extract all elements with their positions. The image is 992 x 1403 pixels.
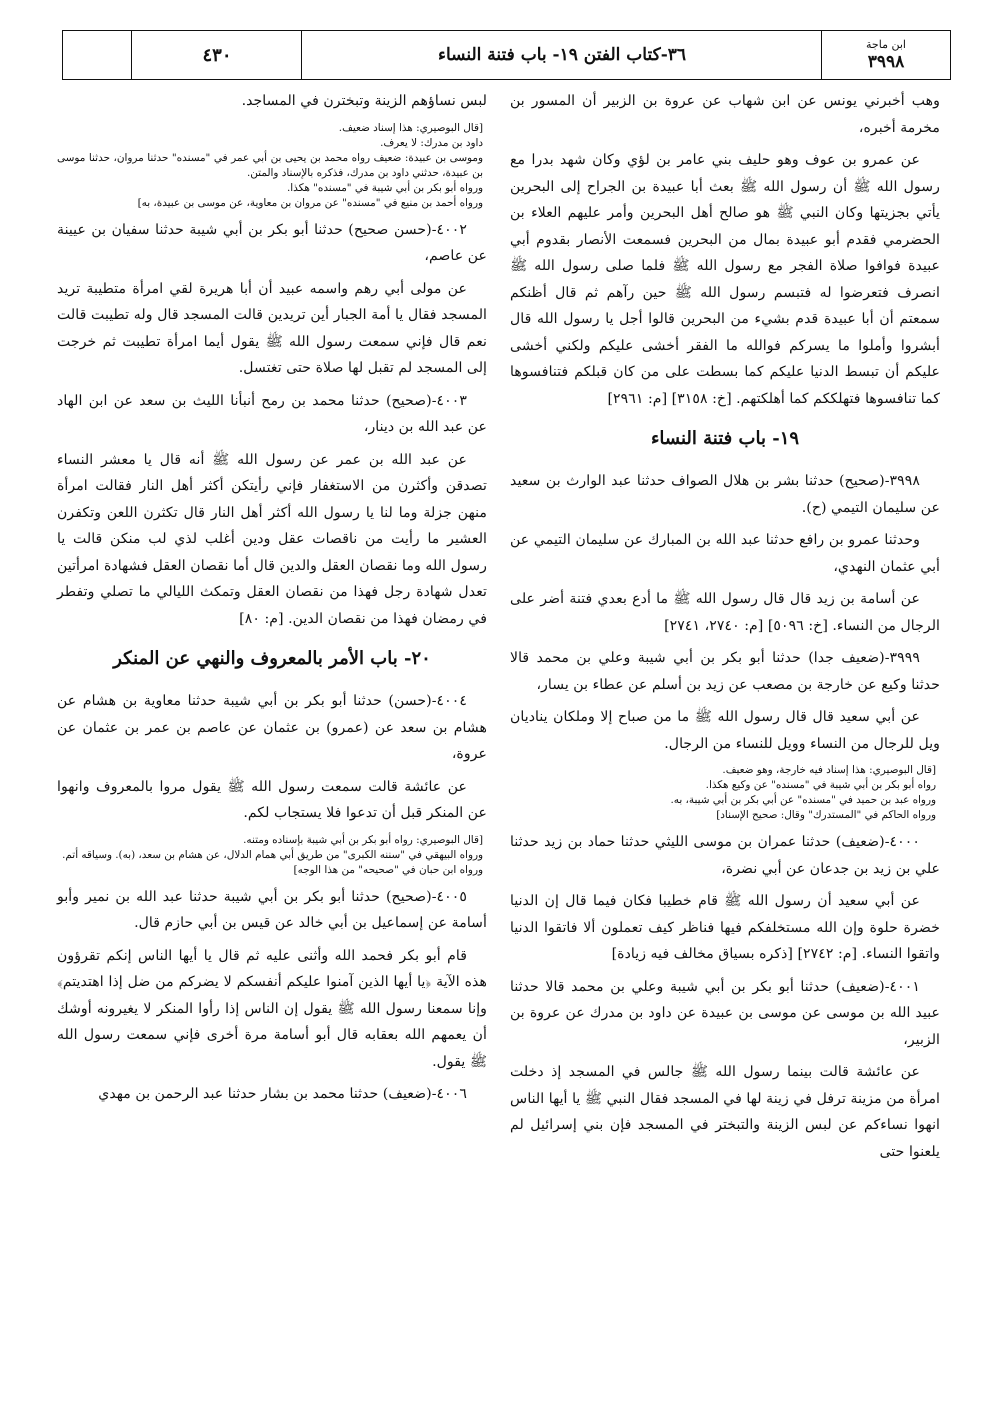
- chapter-heading: ١٩- باب فتنة النساء: [650, 428, 800, 449]
- hadith-4004-matn: عن عائشة قالت سمعت رسول الله ﷺ يقول مروا بالمعروف وانهوا عن المنكر قبل أن تدعوا فلا يستجاب لكم.: [57, 778, 487, 821]
- hadith-3998-isnad-2: وحدثنا عمرو بن رافع حدثنا عبد الله بن المبارك عن سليمان التيمي عن أبي عثمان النهدي،: [510, 532, 940, 575]
- footnote-block: [57, 121, 487, 211]
- hadith-4005-isnad: ٤٠٠٥-(صحيح) حدثنا أبو بكر بن أبي شيبة حدثنا عبد الله بن نمير وأبو أسامة عن إسماعيل بن أبي خالد عن قيس بن أبي حازم قال.: [57, 888, 487, 931]
- hadith-4004-isnad: ٤٠٠٤-(حسن) حدثنا أبو بكر بن أبي شيبة حدثنا معاوية بن هشام عن هشام بن سعد عن (عمرو) بن عثمان عن عاصم بن عمر بن عثمان عن عروة،: [57, 693, 487, 762]
- footnote: ورواه ابن حبان في "صحيحه" من هذا الوجه]: [293, 863, 483, 876]
- footnote: ورواه أحمد بن منيع في "مسنده" عن مروان بن معاوية، عن موسى بن عبيدة، به]: [137, 196, 483, 209]
- header-empty-cell: [65, 31, 132, 79]
- footnote: داود بن مدرك: لا يعرف.: [380, 136, 483, 149]
- hadith-4000-isnad: ٤٠٠٠-(ضعيف) حدثنا عمران بن موسى الليثي حدثنا حماد بن زيد حدثنا علي بن زيد بن جدعان عن أبي نضرة،: [510, 834, 940, 877]
- footnote: وموسى بن عبيدة: ضعيف رواه محمد بن يحيى بن أبي عمر في "مسنده" حدثنا مروان، حدثنا موسى بن عبيدة، حدثني داود بن مدرك، فذكره بالإسناد والمتن.: [57, 151, 483, 179]
- header-title: ٣٦-كتاب الفتن ١٩- باب فتنة النساء: [301, 31, 822, 79]
- footnote: رواه أبو بكر بن أبي شيبة في "مسنده" عن وكيع هكذا.: [705, 779, 936, 791]
- hadith-4000-matn: عن أبي سعيد أن رسول الله ﷺ قام خطيبا فكان فيما قال إن الدنيا خضرة حلوة وإن الله مستخلفكم فيها فناظر كيف تعملون ألا فاتقوا الدنيا واتقوا النساء. [م: ٢٧٤٢] [ذكره بسياق مخالف فيه زيادة]: [510, 893, 940, 962]
- footnote-block: [57, 833, 487, 878]
- paragraph: عن عمرو بن عوف وهو حليف بني عامر بن لؤي وكان شهد بدرا مع رسول الله ﷺ أن رسول الله ﷺ بعث أبا عبيدة بن الجراح إلى البحرين يأتي بجزيتها وكان النبي ﷺ هو صالح أهل البحرين وأمر عليهم العلاء بن الحضرمي فقدم أبو عبيدة بمال من البحرين فسمعت الأنصار بقدوم أبي عبيدة فوافوا صلاة الفجر مع رسول الله ﷺ فلما صلى رسول الله ﷺ انصرف فتعرضوا له فتبسم رسول الله ﷺ حين رآهم ثم قال أظنكم سمعتم أن أبا عبيدة قدم بشيء من البحرين قالوا أجل يا رسول الله قال أبشروا وأملوا ما يسركم فوالله ما الفقر أخشى عليكم ولكني أخشى عليكم أن تبسط الدنيا عليكم كما بسطت على من كان قبلكم فتنافسوها كما تنافسوها فتهلككم كما أهلكتهم. [خ: ٣١٥٨] [م: ٢٩٦١]: [510, 152, 940, 407]
- hadith-4001-matn: عن عائشة قالت بينما رسول الله ﷺ جالس في المسجد إذ دخلت امرأة من مزينة ترفل في زينة لها في المسجد فقال النبي ﷺ يا أيها الناس انهوا نساءكم عن لبس الزينة والتبختر في المسجد فإن بني إسرائيل لم يلعنوا حتى: [510, 1064, 940, 1160]
- hadith-range: ٣٩٩٨: [867, 52, 905, 72]
- footnote: [قال البوصيري: هذا إسناد فيه خارجة، وهو ضعيف.: [722, 764, 936, 776]
- hadith-4001-isnad: ٤٠٠١-(ضعيف) حدثنا أبو بكر بن أبي شيبة وعلي بن محمد قالا حدثنا عبيد الله بن موسى عن موسى بن عبيدة عن داود بن مدرك عن عروة بن الزبير،: [510, 978, 940, 1048]
- paragraph: لبس نساؤهم الزينة وتبخترن في المساجد.: [241, 93, 487, 109]
- hadith-3999-isnad: ٣٩٩٩-(ضعيف جدا) حدثنا أبو بكر بن أبي شيبة وعلي بن محمد قالا حدثنا وكيع عن خارجة بن مصعب عن زيد بن أسلم عن عطاء بن يسار،: [510, 650, 940, 693]
- hadith-4006-isnad: ٤٠٠٦-(ضعيف) حدثنا محمد بن بشار حدثنا عبد الرحمن بن مهدي: [98, 1086, 467, 1102]
- footnote: ورواه البيهقي في "سننه الكبرى" من طريق أبي همام الدلال، عن هشام بن سعد، (به). وسياقه أتم.: [62, 848, 483, 861]
- page-number: ٤٣٠: [131, 31, 302, 79]
- left-column: [57, 88, 487, 1114]
- hadith-3998-isnad: ٣٩٩٨-(صحيح) حدثنا بشر بن هلال الصواف حدثنا عبد الوارث بن سعيد عن سليمان التيمي (ح).: [510, 473, 940, 516]
- footnote: [قال البوصيري: هذا إسناد ضعيف.: [338, 121, 483, 134]
- footnote: ورواه عبد بن حميد في "مسنده" عن أبي بكر بن أبي شيبة، به.: [670, 794, 936, 806]
- footnote-block: [510, 763, 940, 823]
- book-name: ابن ماجة: [866, 38, 906, 51]
- chapter-heading: ٢٠- باب الأمر بالمعروف والنهي عن المنكر: [113, 648, 431, 669]
- footnote: [قال البوصيري: رواه أبو بكر بن أبي شيبة بإسناده ومتنه.: [243, 833, 483, 846]
- hadith-4002-isnad: ٤٠٠٢-(حسن صحيح) حدثنا أبو بكر بن أبي شيبة حدثنا سفيان بن عيينة عن عاصم،: [57, 221, 487, 264]
- hadith-4003-matn: عن عبد الله بن عمر عن رسول الله ﷺ أنه قال يا معشر النساء تصدقن وأكثرن من الاستغفار فإني رأيتكن أكثر أهل النار فقالت امرأة منهن جزلة وما لنا يا رسول الله أكثر أهل النار قال تكثرن اللعن وتكفرن العشير ما رأيت من ناقصات عقل ودين أغلب لذي لب منكن قالت يا رسول الله وما نقصان العقل والدين قال أما نقصان العقل فشهادة امرأتين تعدل شهادة رجل فهذا من نقصان العقل وتمكث الليالي ما تصلي وتفطر في رمضان فهذا من نقصان الدين. [م: ٨٠]: [57, 451, 487, 627]
- hadith-3999-matn: عن أبي سعيد قال قال رسول الله ﷺ ما من صباح إلا وملكان يناديان ويل للرجال من النساء وويل للنساء من الرجال.: [510, 709, 940, 752]
- footnote: ورواه الحاكم في "المستدرك" وقال: صحيح الإسناد]: [716, 809, 936, 821]
- header-book-ref: [821, 31, 950, 79]
- right-column: [510, 88, 940, 1171]
- paragraph: وهب أخبرني يونس عن ابن شهاب عن عروة بن الزبير أن المسور بن مخرمة أخبره،: [510, 93, 940, 136]
- page-header: [62, 30, 951, 80]
- hadith-4002-matn: عن مولى أبي رهم واسمه عبيد أن أبا هريرة لقي امرأة متطيبة تريد المسجد فقال يا أمة الجبار أين تريدين قالت المسجد قال وله تطيبت قالت نعم قال فإني سمعت رسول الله ﷺ يقول أيما امرأة تطيبت ثم خرجت إلى المسجد لم تقبل لها صلاة حتى تغتسل.: [57, 280, 487, 376]
- hadith-4005-matn: قام أبو بكر فحمد الله وأثنى عليه ثم قال يا أيها الناس إنكم تقرؤون هذه الآية ﴿يا أيها الذين آمنوا عليكم أنفسكم لا يضركم من ضل إذا اهتديتم﴾ وإنا سمعنا رسول الله ﷺ يقول إن الناس إذا رأوا المنكر لا يغيرونه أوشك أن يعمهم الله بعقابه قال أبو أسامة مرة أخرى فإني سمعت رسول الله ﷺ يقول.: [57, 947, 487, 1070]
- hadith-4003-isnad: ٤٠٠٣-(صحيح) حدثنا محمد بن رمح أنبأنا الليث بن سعد عن ابن الهاد عن عبد الله بن دينار،: [57, 392, 487, 435]
- footnote: ورواه أبو بكر بن أبي شيبة في "مسنده" هكذا.: [286, 181, 483, 194]
- hadith-3998-matn: عن أسامة بن زيد قال قال رسول الله ﷺ ما أدع بعدي فتنة أضر على الرجال من النساء. [خ: ٥٠٩٦] [م: ٢٧٤٠، ٢٧٤١]: [510, 591, 940, 634]
